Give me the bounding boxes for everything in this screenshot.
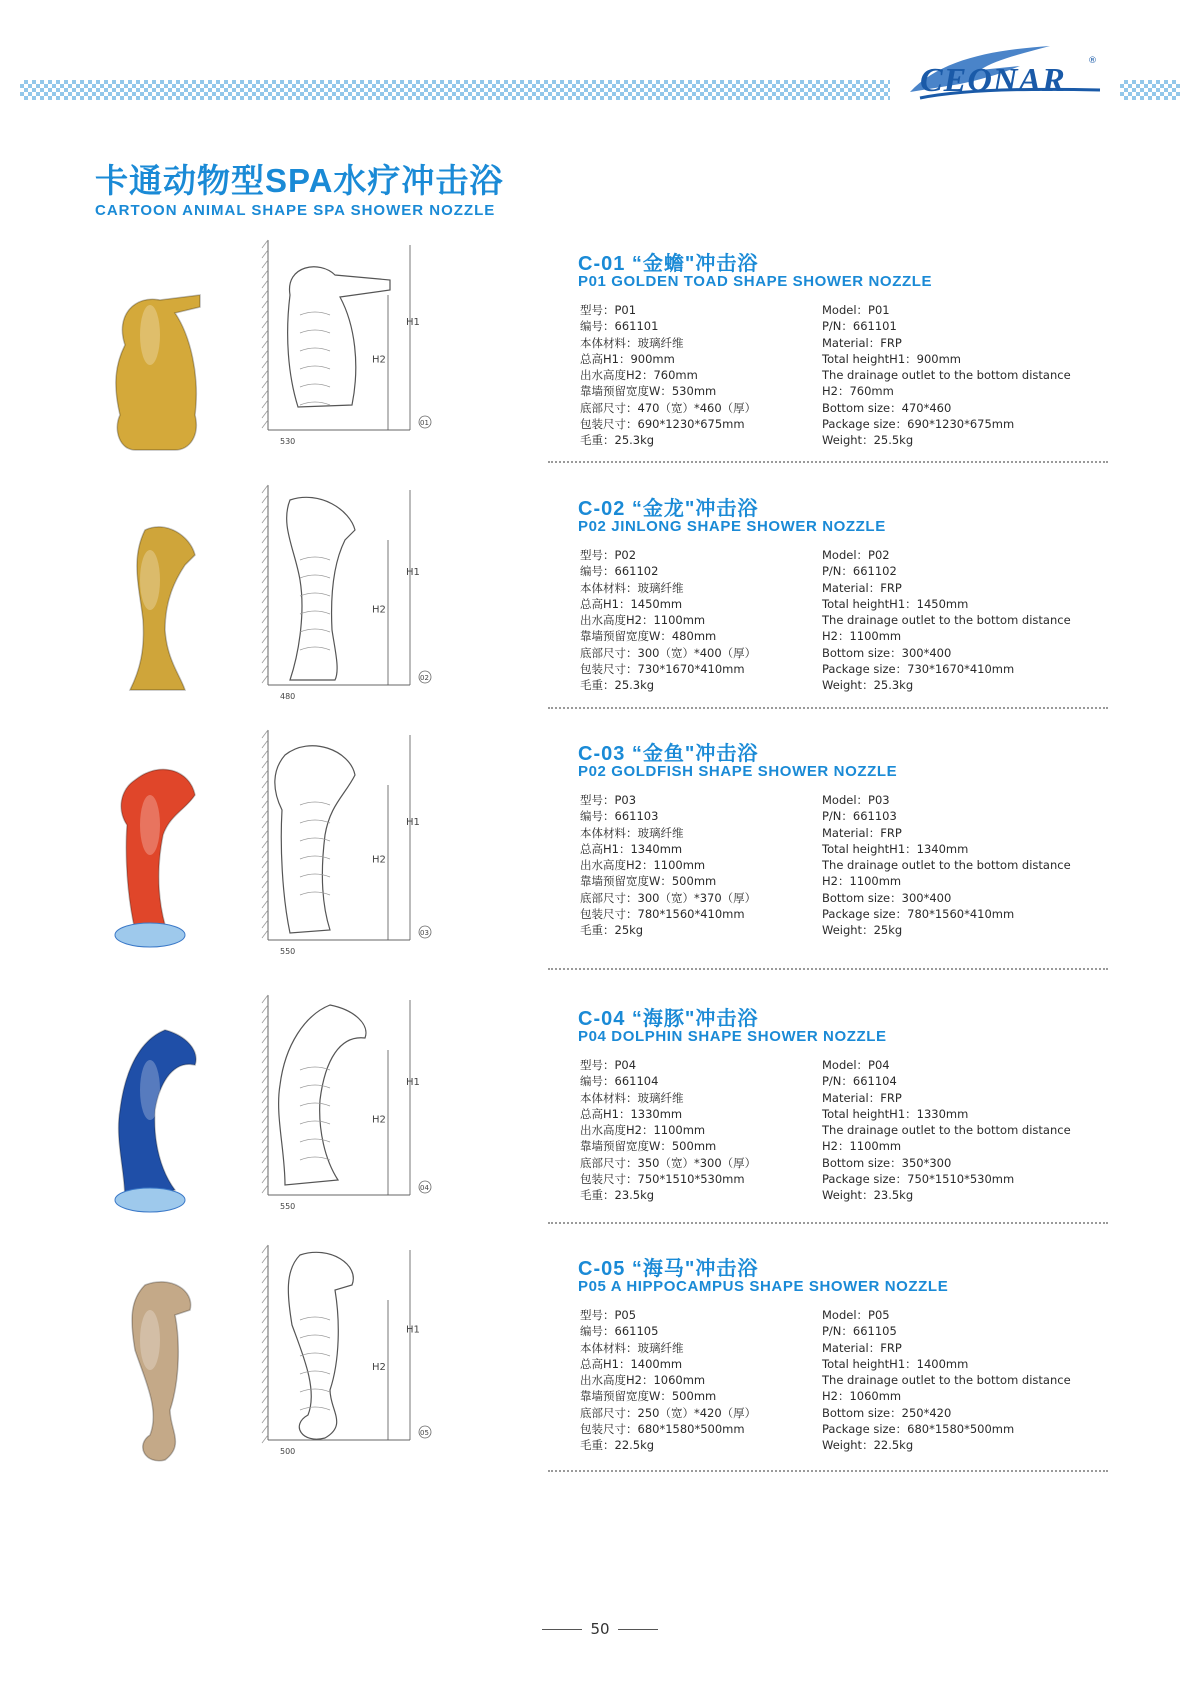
spec-item-cn: 本体材料：玻璃纤维: [580, 825, 684, 840]
section-divider: [548, 707, 1108, 709]
technical-drawing: [260, 480, 450, 709]
spec-item-cn: 包装尺寸：680*1580*500mm: [580, 1422, 745, 1437]
spec-item-en: Total heightH1：900mm: [822, 351, 961, 366]
spec-item-en: Bottom size：250*420: [822, 1405, 952, 1420]
spec-item-cn: 型号：P05: [580, 1308, 637, 1322]
spec-list-cn: [580, 547, 810, 694]
drawing-tag-label: 04: [420, 1184, 429, 1192]
spec-item-cn: 底部尺寸：350（宽）*300（厚）: [580, 1155, 757, 1170]
spec-item-cn: 靠墙预留宽度W：500mm: [580, 1389, 717, 1404]
product-name-cn: “金蟾"冲击浴: [631, 253, 759, 275]
spec-list-cn: [580, 1307, 810, 1454]
dimension-h2-label: H2: [372, 1362, 386, 1373]
product-name-en: P02 JINLONG SHAPE SHOWER NOZZLE: [578, 518, 886, 535]
product-name-en: P04 DOLPHIN SHAPE SHOWER NOZZLE: [578, 1028, 887, 1045]
spec-item-en: Weight：25.5kg: [822, 433, 914, 448]
spec-item-en: Weight：25.3kg: [822, 678, 914, 693]
spec-item-en: Total heightH1：1450mm: [822, 596, 969, 611]
product-name-cn: “金龙"冲击浴: [631, 498, 759, 520]
spec-item-cn: 底部尺寸：300（宽）*370（厚）: [580, 890, 757, 905]
product-code: C-02: [578, 498, 626, 520]
technical-drawing: [260, 235, 450, 454]
product-row: [0, 480, 1200, 705]
dimension-h1-label: H1: [406, 317, 420, 328]
product-code: C-05: [578, 1258, 626, 1280]
spec-item-cn: 总高H1：1340mm: [580, 841, 683, 856]
product-code: C-03: [578, 743, 626, 765]
page-subtitle: CARTOON ANIMAL SHAPE SPA SHOWER NOZZLE: [95, 202, 496, 219]
dimension-h2-label: H2: [372, 604, 386, 616]
brand-name: CEONAR: [920, 62, 1066, 99]
spec-item-cn: 出水高度H2：760mm: [580, 368, 698, 383]
spec-list-cn: [580, 1057, 810, 1204]
product-name-cn: “金鱼"冲击浴: [631, 743, 759, 765]
product-code-title: [578, 1252, 758, 1281]
drawing-tag-label: 02: [420, 674, 429, 682]
spec-item-cn: 出水高度H2：1100mm: [580, 858, 706, 873]
spec-item-cn: 本体材料：玻璃纤维: [580, 1340, 684, 1355]
spec-list-en: [822, 1307, 1122, 1454]
spec-item-en: Bottom size：300*400: [822, 645, 952, 660]
water-base: [115, 923, 185, 947]
section-divider: [548, 461, 1108, 463]
spec-item-cn: 底部尺寸：250（宽）*420（厚）: [580, 1405, 757, 1420]
spec-item-cn: 毛重：23.5kg: [580, 1188, 655, 1203]
spec-item-cn: 本体材料：玻璃纤维: [580, 580, 684, 595]
page-number: [0, 1620, 1200, 1638]
spec-item-cn: 总高H1：1400mm: [580, 1356, 683, 1371]
page-number-value: 50: [590, 1620, 610, 1638]
spec-item-en: Model：P03: [822, 793, 890, 807]
spec-item-cn: 出水高度H2：1100mm: [580, 1123, 706, 1138]
spec-item-en: Material：FRP: [822, 825, 902, 840]
spec-item-en: Bottom size：300*400: [822, 890, 952, 905]
spec-item-cn: 毛重：25kg: [580, 923, 644, 938]
spec-item-en: Material：FRP: [822, 580, 902, 595]
product-code-title: [578, 737, 758, 766]
spec-list-en: [822, 547, 1122, 694]
spec-item-cn: 靠墙预留宽度W：530mm: [580, 384, 717, 399]
spec-item-cn: 毛重：25.3kg: [580, 433, 655, 448]
spec-item-en: Model：P02: [822, 548, 890, 562]
spec-item-en: H2：760mm: [822, 384, 894, 399]
spec-list-cn: [580, 302, 810, 449]
spec-item-en: The drainage outlet to the bottom distance: [822, 858, 1071, 873]
goldfish-icon: [105, 755, 215, 959]
spec-item-cn: 型号：P04: [580, 1058, 637, 1072]
seahorse-icon: [105, 1270, 215, 1474]
spec-item-en: Weight：25kg: [822, 923, 903, 938]
checker-band-right: [1120, 80, 1180, 100]
technical-drawing: [260, 1240, 450, 1464]
dimension-w-label: 500: [280, 1447, 296, 1456]
dimension-h1-label: H1: [406, 1324, 420, 1336]
spec-item-cn: 出水高度H2：1060mm: [580, 1373, 706, 1388]
spec-item-cn: 编号：661105: [580, 1324, 659, 1339]
spec-list-cn: [580, 792, 810, 939]
spec-item-cn: 本体材料：玻璃纤维: [580, 335, 684, 350]
product-name-en: P01 GOLDEN TOAD SHAPE SHOWER NOZZLE: [578, 273, 933, 290]
dimension-h1-label: H1: [406, 567, 420, 578]
drawing-tag-label: 05: [420, 1429, 429, 1437]
spec-item-en: P/N：661104: [822, 1074, 897, 1089]
spec-item-cn: 型号：P02: [580, 548, 637, 562]
spec-list-en: [822, 792, 1122, 939]
spec-item-cn: 编号：661104: [580, 1074, 659, 1089]
section-divider: [548, 1222, 1108, 1224]
spec-item-en: H2：1100mm: [822, 629, 902, 644]
product-code-title: [578, 1002, 758, 1031]
product-code: C-01: [578, 253, 626, 275]
spec-item-cn: 底部尺寸：300（宽）*400（厚）: [580, 645, 757, 660]
spec-item-en: The drainage outlet to the bottom distance: [822, 1123, 1071, 1138]
page-header: [20, 56, 1180, 110]
section-divider: [548, 1470, 1108, 1472]
product-row: [0, 990, 1200, 1215]
drawing-tag-label: 03: [420, 929, 429, 937]
page-number-rule-left: [542, 1629, 582, 1630]
spec-item-en: Model：P04: [822, 1058, 890, 1072]
spec-item-cn: 毛重：22.5kg: [580, 1438, 655, 1453]
spec-item-en: P/N：661102: [822, 564, 897, 579]
dimension-w-label: 550: [280, 1202, 296, 1211]
spec-item-cn: 包装尺寸：690*1230*675mm: [580, 417, 745, 432]
spec-item-cn: 编号：661103: [580, 809, 659, 824]
product-row: [0, 1240, 1200, 1460]
spec-item-cn: 毛重：25.3kg: [580, 678, 655, 693]
dimension-h2-label: H2: [372, 354, 386, 366]
spec-item-cn: 包装尺寸：780*1560*410mm: [580, 907, 745, 922]
product-name-en: P05 A HIPPOCAMPUS SHAPE SHOWER NOZZLE: [578, 1278, 949, 1295]
product-name-cn: “海马"冲击浴: [631, 1258, 759, 1280]
spec-item-en: H2：1060mm: [822, 1389, 902, 1404]
page-number-rule-right: [618, 1629, 658, 1630]
spec-item-en: Package size：730*1670*410mm: [822, 662, 1015, 677]
spec-item-en: The drainage outlet to the bottom distance: [822, 1373, 1071, 1388]
spec-item-en: Material：FRP: [822, 335, 902, 350]
dimension-h1-label: H1: [406, 817, 420, 828]
spec-item-cn: 型号：P03: [580, 793, 637, 807]
spec-item-en: H2：1100mm: [822, 1139, 902, 1154]
product-row: [0, 235, 1200, 450]
spec-item-en: Bottom size：350*300: [822, 1155, 952, 1170]
spec-item-en: The drainage outlet to the bottom distance: [822, 613, 1071, 628]
product-code-title: [578, 247, 758, 276]
spec-item-cn: 靠墙预留宽度W：500mm: [580, 1139, 717, 1154]
spec-list-en: [822, 1057, 1122, 1204]
dimension-w-label: 530: [280, 437, 296, 446]
dimension-h2-label: H2: [372, 854, 386, 866]
spec-item-en: Weight：22.5kg: [822, 1438, 914, 1453]
technical-drawing: [260, 990, 450, 1219]
product-code: C-04: [578, 1008, 626, 1030]
spec-item-cn: 本体材料：玻璃纤维: [580, 1090, 684, 1105]
dimension-h1-label: H1: [406, 1077, 420, 1088]
spec-item-cn: 编号：661102: [580, 564, 659, 579]
spec-item-cn: 总高H1：1450mm: [580, 596, 683, 611]
dolphin-icon: [105, 1020, 215, 1224]
spec-item-en: Model：P05: [822, 1308, 890, 1322]
spec-item-en: Package size：750*1510*530mm: [822, 1172, 1015, 1187]
spec-item-cn: 靠墙预留宽度W：500mm: [580, 874, 717, 889]
spec-item-en: Material：FRP: [822, 1340, 902, 1355]
dimension-w-label: 480: [280, 692, 296, 701]
spec-item-en: Total heightH1：1340mm: [822, 841, 969, 856]
spec-item-en: Total heightH1：1400mm: [822, 1356, 969, 1371]
spec-item-en: Package size：680*1580*500mm: [822, 1422, 1015, 1437]
spec-item-en: Model：P01: [822, 303, 890, 317]
spec-item-cn: 总高H1：1330mm: [580, 1106, 683, 1121]
spec-item-en: H2：1100mm: [822, 874, 902, 889]
spec-item-cn: 底部尺寸：470（宽）*460（厚）: [580, 400, 757, 415]
golden-dragon-icon: [105, 510, 215, 714]
product-row: [0, 725, 1200, 960]
spec-item-en: The drainage outlet to the bottom distance: [822, 368, 1071, 383]
section-divider: [548, 968, 1108, 970]
spec-item-en: Package size：690*1230*675mm: [822, 417, 1015, 432]
spec-item-en: P/N：661103: [822, 809, 897, 824]
spec-list-en: [822, 302, 1122, 449]
product-name-en: P02 GOLDFISH SHAPE SHOWER NOZZLE: [578, 763, 898, 780]
golden-toad-icon: [105, 265, 215, 469]
page-title: 卡通动物型SPA水疗冲击浴: [95, 162, 504, 199]
dimension-w-label: 550: [280, 947, 296, 956]
product-name-cn: “海豚"冲击浴: [631, 1008, 759, 1030]
spec-item-en: Package size：780*1560*410mm: [822, 907, 1015, 922]
registered-mark: ®: [1088, 56, 1097, 66]
spec-item-en: P/N：661105: [822, 1324, 897, 1339]
spec-item-en: Weight：23.5kg: [822, 1188, 914, 1203]
spec-item-en: Material：FRP: [822, 1090, 902, 1105]
spec-item-cn: 出水高度H2：1100mm: [580, 613, 706, 628]
drawing-tag-label: 01: [420, 419, 429, 427]
spec-item-cn: 编号：661101: [580, 319, 659, 334]
spec-item-en: Total heightH1：1330mm: [822, 1106, 969, 1121]
checker-band-left: [20, 80, 890, 100]
spec-item-cn: 靠墙预留宽度W：480mm: [580, 629, 717, 644]
spec-item-cn: 包装尺寸：750*1510*530mm: [580, 1172, 745, 1187]
spec-item-cn: 包装尺寸：730*1670*410mm: [580, 662, 745, 677]
spec-item-cn: 总高H1：900mm: [580, 351, 675, 366]
dimension-h2-label: H2: [372, 1114, 386, 1126]
technical-drawing: [260, 725, 450, 964]
brand-logo: [900, 40, 1120, 120]
spec-item-en: P/N：661101: [822, 319, 897, 334]
spec-item-cn: 型号：P01: [580, 303, 637, 317]
spec-item-en: Bottom size：470*460: [822, 400, 952, 415]
product-code-title: [578, 492, 758, 521]
water-base: [115, 1188, 185, 1212]
